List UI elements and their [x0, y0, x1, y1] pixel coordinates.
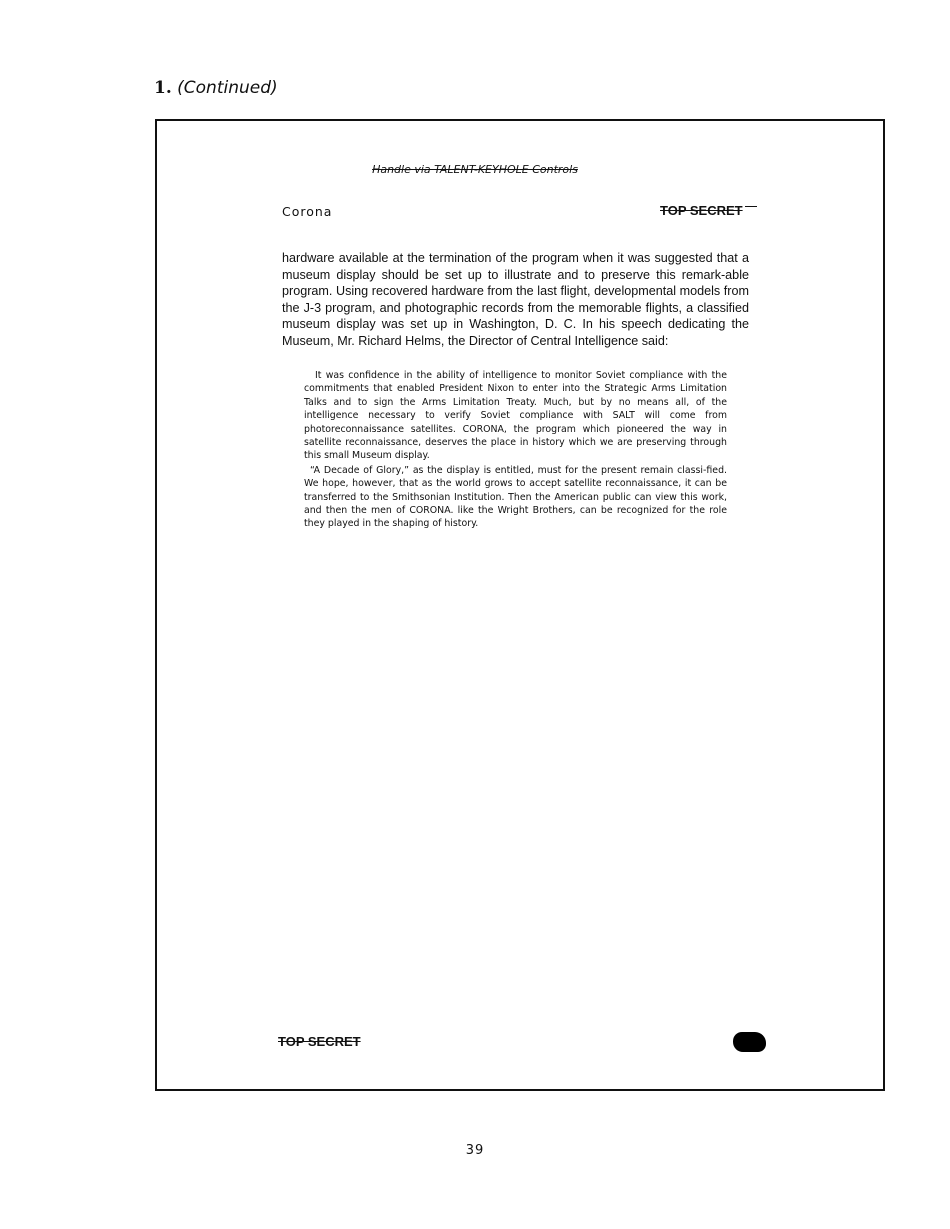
body-paragraph: hardware available at the termination of the program when it was suggested that a museum display should be set up to illustrate and to preserve this remark-able program. Using recovered hardware from the last flight, developmental models from the J-3 program, and photographic records from the memorable flights, a classified museum display was set up in Washington, D. C. In his speech dedicating the Museum, Mr. Richard Helms, the Director of Central Intelligence said: — [282, 251, 749, 348]
section-number: 1. — [154, 78, 172, 98]
document-header-title: Corona — [282, 204, 333, 219]
quote-paragraph-1: It was confidence in the ability of intelligence to monitor Soviet compliance with the commitments that enabled President Nixon to enter into the Strategic Arms Limitation Talks and to sign the Arms Limitation Treaty. Much, but by no means all, of the intelligence necessary to verify Soviet compliance with SALT will come from photoreconnaissance satellites. CORONA, the program which pioneered the way in satellite reconnaissance, deserves the place in history which we are preserving through this small Museum display. — [304, 370, 727, 462]
handling-caveat — [0, 163, 950, 176]
section-heading — [154, 78, 278, 98]
classification-header-stamp: TOP SECRET — [660, 203, 743, 218]
quote-paragraph-2: “A Decade of Glory,” as the display is entitled, must for the present remain classi-fied. We hope, however, that as the world grows to accept satellite reconnaissance, it can be transferred to the Smithsonian Institution. Then the American public can view this work, and then the men of CORONA. like the Wright Brothers, can be recognized for the role they played in the shaping of history. — [304, 464, 727, 530]
classification-footer-stamp: TOP SECRET — [278, 1034, 361, 1049]
page-number: 39 — [465, 1143, 485, 1158]
section-continued-label: (Continued) — [177, 78, 278, 98]
handling-caveat-text: Handle via TALENT-KEYHOLE Controls — [372, 163, 578, 176]
redaction-mark — [733, 1032, 766, 1052]
block-quote — [304, 369, 727, 531]
